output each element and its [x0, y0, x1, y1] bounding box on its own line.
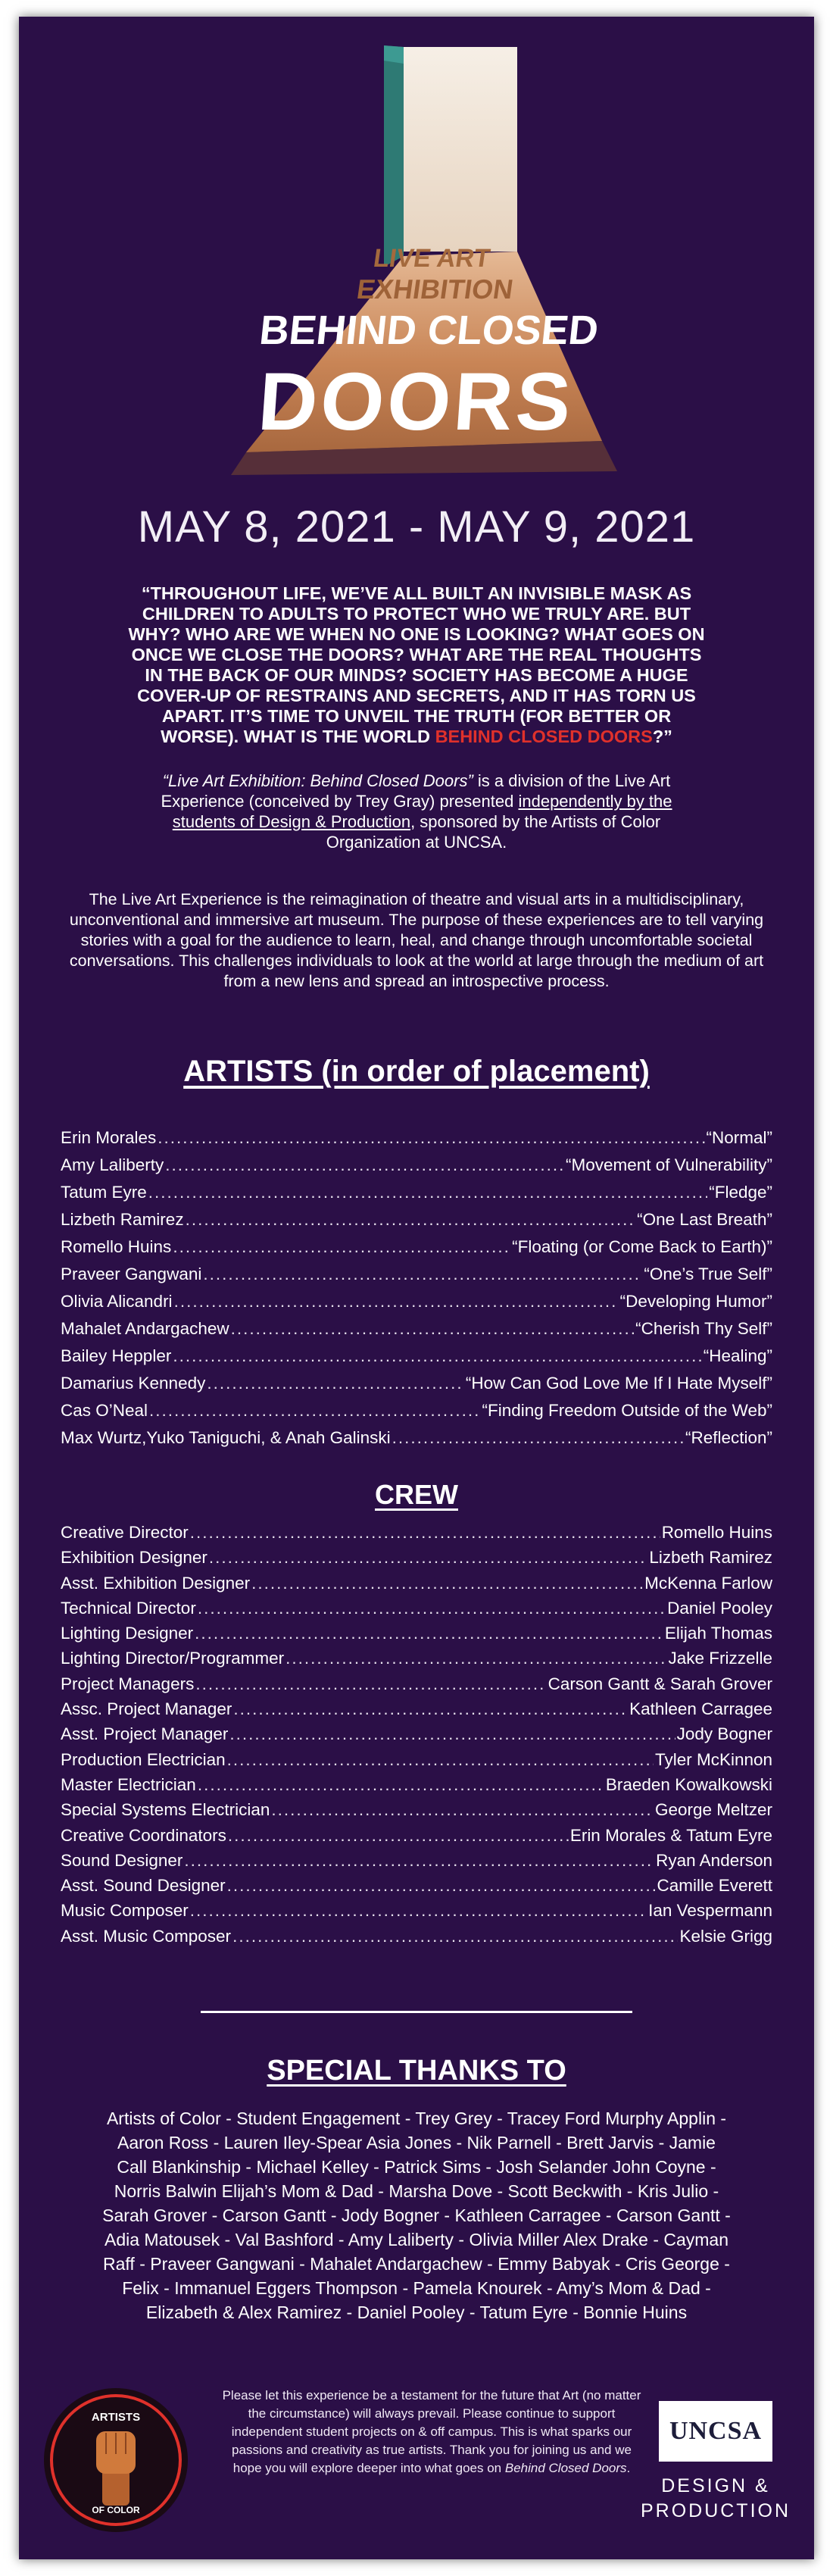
artist-row-right: “Movement of Vulnerability”: [565, 1155, 772, 1174]
dot-leader: [227, 1876, 656, 1896]
exhibition-description: [129, 771, 704, 852]
artist-row-left: Tatum Eyre: [61, 1183, 147, 1202]
artist-row-left: Olivia Alicandri: [61, 1292, 173, 1311]
door-icon: [384, 45, 517, 267]
dot-leader: [233, 1699, 628, 1719]
artist-row: [61, 1346, 772, 1374]
crew-row-right: Erin Morales & Tatum Eyre: [569, 1825, 772, 1845]
crew-row-left: Sound Designer: [61, 1850, 183, 1870]
crew-row-right: Kathleen Carragee: [629, 1699, 772, 1719]
hero-artwork: [19, 17, 814, 486]
crew-row: [61, 1699, 772, 1724]
closing-message: [216, 2387, 647, 2478]
crew-row: [61, 1851, 772, 1876]
artist-row-left: Cas O’Neal: [61, 1401, 148, 1420]
artist-row: [61, 1428, 772, 1455]
dot-leader: [271, 1800, 654, 1820]
dot-leader: [231, 1319, 634, 1339]
closing-italic: Behind Closed Doors: [504, 2461, 627, 2475]
crew-row-right: George Meltzer: [654, 1800, 772, 1820]
closing-text: Please let this experience be a testament for the future that Art (no matter the circumstance) will always prevail. Please continue to support independent student projects on & off campus. This is what sparks our passions and creativity as true artists. Thank you for joining us and we hope you will explore deeper into what goes on: [222, 2388, 641, 2475]
section-divider: [201, 2011, 632, 2013]
dot-leader: [148, 1183, 707, 1202]
description-underlined: independently by the students of Design & Production: [172, 792, 672, 831]
description-part2: , sponsored by the Artists of Color Organization at UNCSA.: [326, 812, 661, 852]
dot-leader: [184, 1851, 654, 1871]
crew-row-right: Kelsie Grigg: [679, 1926, 772, 1946]
crew-row-right: Tyler McKinnon: [654, 1749, 772, 1769]
dot-leader: [392, 1428, 684, 1448]
dot-leader: [198, 1599, 666, 1618]
artist-row-right: “Developing Humor”: [619, 1292, 772, 1311]
crew-row-left: Asst. Music Composer: [61, 1926, 232, 1946]
crew-heading: CREW: [375, 1479, 458, 1510]
dot-leader: [232, 1927, 678, 1946]
artist-row-right: “Fledge”: [709, 1183, 772, 1202]
hero-title-line2: EXHIBITION: [354, 274, 516, 305]
artist-row-left: Romello Huins: [61, 1237, 172, 1256]
artist-row: [61, 1210, 772, 1237]
dot-leader: [174, 1292, 619, 1311]
crew-row: [61, 1674, 772, 1699]
crew-row: [61, 1775, 772, 1800]
dot-leader: [195, 1624, 663, 1643]
crew-row-left: Technical Director: [61, 1598, 196, 1618]
dot-leader: [149, 1401, 480, 1421]
artist-row-left: Amy Laliberty: [61, 1155, 164, 1174]
dot-leader: [228, 1826, 569, 1846]
crew-row-left: Lighting Designer: [61, 1624, 194, 1643]
artist-row-right: “Healing”: [703, 1346, 772, 1365]
artist-row-right: “One’s True Self”: [644, 1265, 772, 1283]
crew-row-left: Master Electrician: [61, 1774, 196, 1794]
crew-row-right: Daniel Pooley: [667, 1598, 772, 1618]
special-thanks-heading: SPECIAL THANKS TO: [267, 2055, 566, 2087]
dot-leader: [195, 1674, 546, 1694]
crew-row: [61, 1724, 772, 1749]
artist-row-right: “Finding Freedom Outside of the Web”: [482, 1401, 772, 1420]
artist-row: [61, 1374, 772, 1401]
crew-row: [61, 1624, 772, 1649]
artist-row-right: “Cherish Thy Self”: [635, 1319, 772, 1338]
crew-row: [61, 1750, 772, 1775]
uncsa-logo: [659, 2401, 772, 2462]
crew-row-right: Jody Bogner: [676, 1724, 772, 1744]
crew-row-left: Asst. Sound Designer: [61, 1876, 226, 1896]
artist-row: [61, 1237, 772, 1265]
crew-row-right: Jake Frizzelle: [668, 1649, 772, 1668]
crew-row-right: Braeden Kowalkowski: [605, 1774, 772, 1794]
dot-leader: [186, 1210, 636, 1230]
quote-end: ?”: [652, 727, 672, 746]
dot-leader: [207, 1374, 463, 1393]
artist-row: [61, 1128, 772, 1155]
artist-row: [61, 1265, 772, 1292]
crew-row: [61, 1800, 772, 1825]
crew-row: [61, 1548, 772, 1573]
crew-row-left: Creative Director: [61, 1523, 189, 1542]
artists-list: [61, 1128, 772, 1455]
artists-heading: ARTISTS (in order of placement): [183, 1055, 650, 1088]
artist-row-left: Damarius Kennedy: [61, 1374, 206, 1393]
hero-title-line4: DOORS: [255, 355, 577, 447]
artist-row: [61, 1183, 772, 1210]
uncsa-wordmark: UNCSA: [669, 2417, 763, 2445]
dot-leader: [209, 1548, 648, 1568]
intro-quote: [121, 583, 712, 747]
crew-row-left: Exhibition Designer: [61, 1548, 207, 1568]
experience-description: The Live Art Experience is the reimagination of theatre and visual arts in a multidisciplinary, unconventional and immersive art museum. The purpose of these experiences are to tell varying stories with a goal for the audience to learn, heal, and change through uncomfortable societal conversations. This challenges individuals to look at the world at large through the medium of art from a new lens and spread an introspective process.: [69, 890, 764, 990]
crew-row-left: Special Systems Electrician: [61, 1800, 270, 1820]
dot-leader: [173, 1237, 510, 1257]
crew-row-right: Lizbeth Ramirez: [649, 1548, 772, 1568]
crew-row-left: Production Electrician: [61, 1749, 226, 1769]
logo-text-top: ARTISTS: [91, 2411, 141, 2424]
crew-row-right: Camille Everett: [657, 1876, 772, 1896]
crew-row-left: Lighting Director/Programmer: [61, 1649, 285, 1668]
dot-leader: [285, 1649, 666, 1668]
crew-row-right: McKenna Farlow: [644, 1573, 772, 1593]
artist-row-right: “One Last Breath”: [637, 1210, 772, 1229]
crew-row-left: Asst. Exhibition Designer: [61, 1573, 251, 1593]
closing-end: .: [626, 2461, 631, 2475]
logo-text-bottom: OF COLOR: [92, 2505, 140, 2515]
artist-row-right: “How Can God Love Me If I Hate Myself”: [465, 1374, 772, 1393]
crew-row: [61, 1927, 772, 1952]
artist-row-right: “Floating (or Come Back to Earth)”: [512, 1237, 772, 1256]
dot-leader: [158, 1128, 704, 1148]
dot-leader: [173, 1346, 701, 1366]
crew-row: [61, 1826, 772, 1851]
crew-row: [61, 1649, 772, 1674]
artist-row-left: Bailey Heppler: [61, 1346, 172, 1365]
artist-row: [61, 1292, 772, 1319]
artist-row: [61, 1155, 772, 1183]
crew-row: [61, 1599, 772, 1624]
artist-row-left: Praveer Gangwani: [61, 1265, 202, 1283]
dot-leader: [229, 1724, 675, 1744]
artist-row-right: “Normal”: [706, 1128, 772, 1147]
crew-row: [61, 1574, 772, 1599]
dot-leader: [227, 1750, 654, 1770]
crew-list: [61, 1523, 772, 1952]
crew-row-right: Romello Huins: [661, 1523, 772, 1542]
artist-row-left: Max Wurtz,Yuko Taniguchi, & Anah Galinski: [61, 1428, 391, 1447]
dot-leader: [203, 1265, 642, 1284]
description-part1: is a division of the Live Art Experience (conceived by Trey Gray) presented: [161, 771, 671, 811]
dot-leader: [251, 1574, 643, 1593]
artists-of-color-logo: [40, 2384, 192, 2536]
crew-row-right: Ryan Anderson: [656, 1850, 772, 1870]
crew-row-left: Creative Coordinators: [61, 1825, 226, 1845]
crew-row-left: Assc. Project Manager: [61, 1699, 232, 1719]
event-dates: MAY 8, 2021 - MAY 9, 2021: [137, 502, 696, 552]
special-thanks-text: Artists of Color - Student Engagement - Trey Grey - Tracey Ford Murphy Applin - Aaron Ross - Lauren Iley-Spear Asia Jones - Nik Parnell - Brett Jarvis - Jamie Call Blankinship - Michael Kelley - Patrick Sims - Josh Selander John Coyne - Norris Balwin Elijah’s Mom & Dad - Marsha Dove - Scott Beckwith - Kris Julio - Sarah Grover - Carson Gantt - Jody Bogner - Kathleen Carragee - Carson Gantt - Adia Matousek - Val Bashford - Amy Laliberty - Olivia Miller Alex Drake - Cayman Raff - Praveer Gangwani - Mahalet Andargachew - Emmy Babyak - Cris George - Felix - Immanuel Eggers Thompson - Pamela Knourek - Amy’s Mom & Dad - Elizabeth & Alex Ramirez - Daniel Pooley - Tatum Eyre - Bonnie Huins: [102, 2109, 731, 2322]
crew-row-left: Project Managers: [61, 1674, 195, 1693]
dot-leader: [165, 1155, 564, 1175]
dot-leader: [190, 1523, 660, 1543]
design-production-line2: PRODUCTION: [640, 2500, 791, 2521]
crew-row-left: Asst. Project Manager: [61, 1724, 229, 1744]
dot-leader: [190, 1901, 647, 1921]
quote-main: “THROUGHOUT LIFE, WE’VE ALL BUILT AN INVISIBLE MASK AS CHILDREN TO ADULTS TO PROTECT WHO WE TRULY ARE. BUT WHY? WHO ARE WE WHEN NO ONE IS LOOKING? WHAT GOES ON ONCE WE CLOSE THE DOORS? WHAT ARE THE REAL THOUGHTS IN THE BACK OF OUR MINDS? SOCIETY HAS BECOME A HUGE COVER-UP OF RESTRAINS AND SECRETS, AND IT HAS TORN US APART. IT’S TIME TO UNVEIL THE TRUTH (FOR BETTER OR WORSE). WHAT IS THE WORLD: [128, 583, 705, 746]
poster: [19, 17, 814, 2559]
crew-row-left: Music Composer: [61, 1901, 189, 1921]
artist-row-left: Lizbeth Ramirez: [61, 1210, 184, 1229]
hero-title-line3: BEHIND CLOSED: [257, 308, 601, 353]
quote-highlight: BEHIND CLOSED DOORS: [435, 727, 653, 746]
crew-row: [61, 1523, 772, 1548]
crew-row-right: Ian Vespermann: [648, 1901, 772, 1921]
crew-row: [61, 1901, 772, 1926]
exhibition-title: “Live Art Exhibition: Behind Closed Doors”: [162, 771, 473, 790]
artist-row-left: Erin Morales: [61, 1128, 157, 1147]
crew-row-right: Carson Gantt & Sarah Grover: [548, 1674, 772, 1693]
design-production-line1: DESIGN &: [661, 2475, 770, 2496]
crew-row-right: Elijah Thomas: [664, 1624, 772, 1643]
artist-row: [61, 1319, 772, 1346]
artist-row-right: “Reflection”: [685, 1428, 772, 1447]
hero-title-line1: LIVE ART: [371, 244, 492, 273]
dot-leader: [198, 1775, 604, 1795]
artist-row-left: Mahalet Andargachew: [61, 1319, 229, 1338]
artist-row: [61, 1401, 772, 1428]
crew-row: [61, 1876, 772, 1901]
